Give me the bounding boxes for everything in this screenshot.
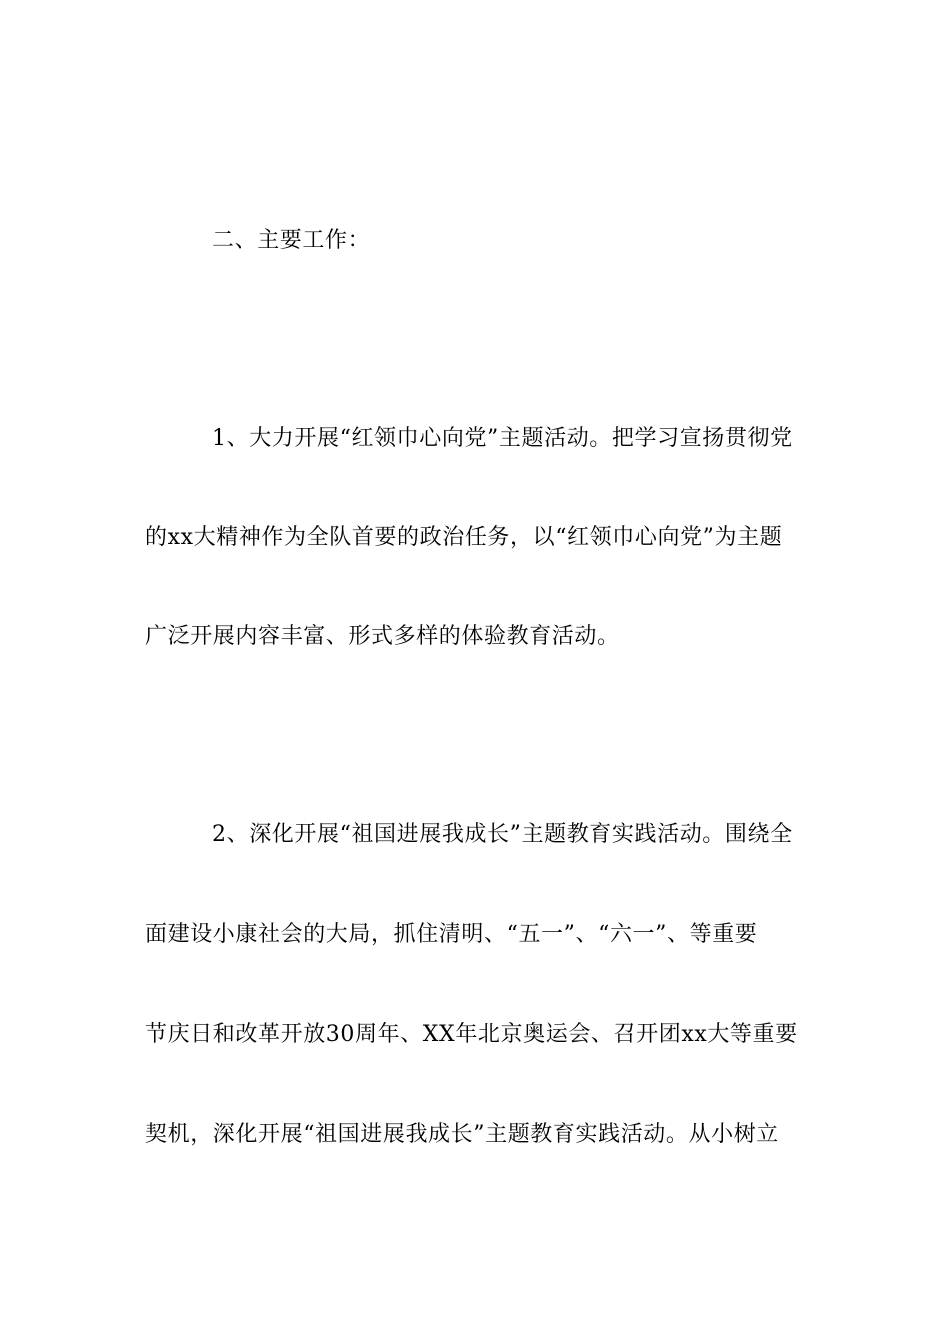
paragraph-line: 广泛开展内容丰富、形式多样的体验教育活动。 bbox=[145, 624, 620, 649]
paragraph-line: 2、深化开展“祖国进展我成长”主题教育实践活动。围绕全 bbox=[212, 822, 793, 847]
paragraph-line: 契机，深化开展“祖国进展我成长”主题教育实践活动。从小树立 bbox=[145, 1122, 779, 1147]
paragraph-line: 节庆日和改革开放30周年、XX年北京奥运会、召开团xx大等重要 bbox=[145, 1022, 798, 1047]
paragraph-line: 的xx大精神作为全队首要的政治任务，以“红领巾心向党”为主题 bbox=[145, 525, 783, 550]
section-heading: 二、主要工作： bbox=[212, 228, 371, 253]
paragraph-line: 面建设小康社会的大局，抓住清明、“五一”、“六一”、等重要 bbox=[145, 922, 758, 947]
paragraph-line: 1、大力开展“红领巾心向党”主题活动。把学习宣扬贯彻党 bbox=[212, 426, 793, 451]
